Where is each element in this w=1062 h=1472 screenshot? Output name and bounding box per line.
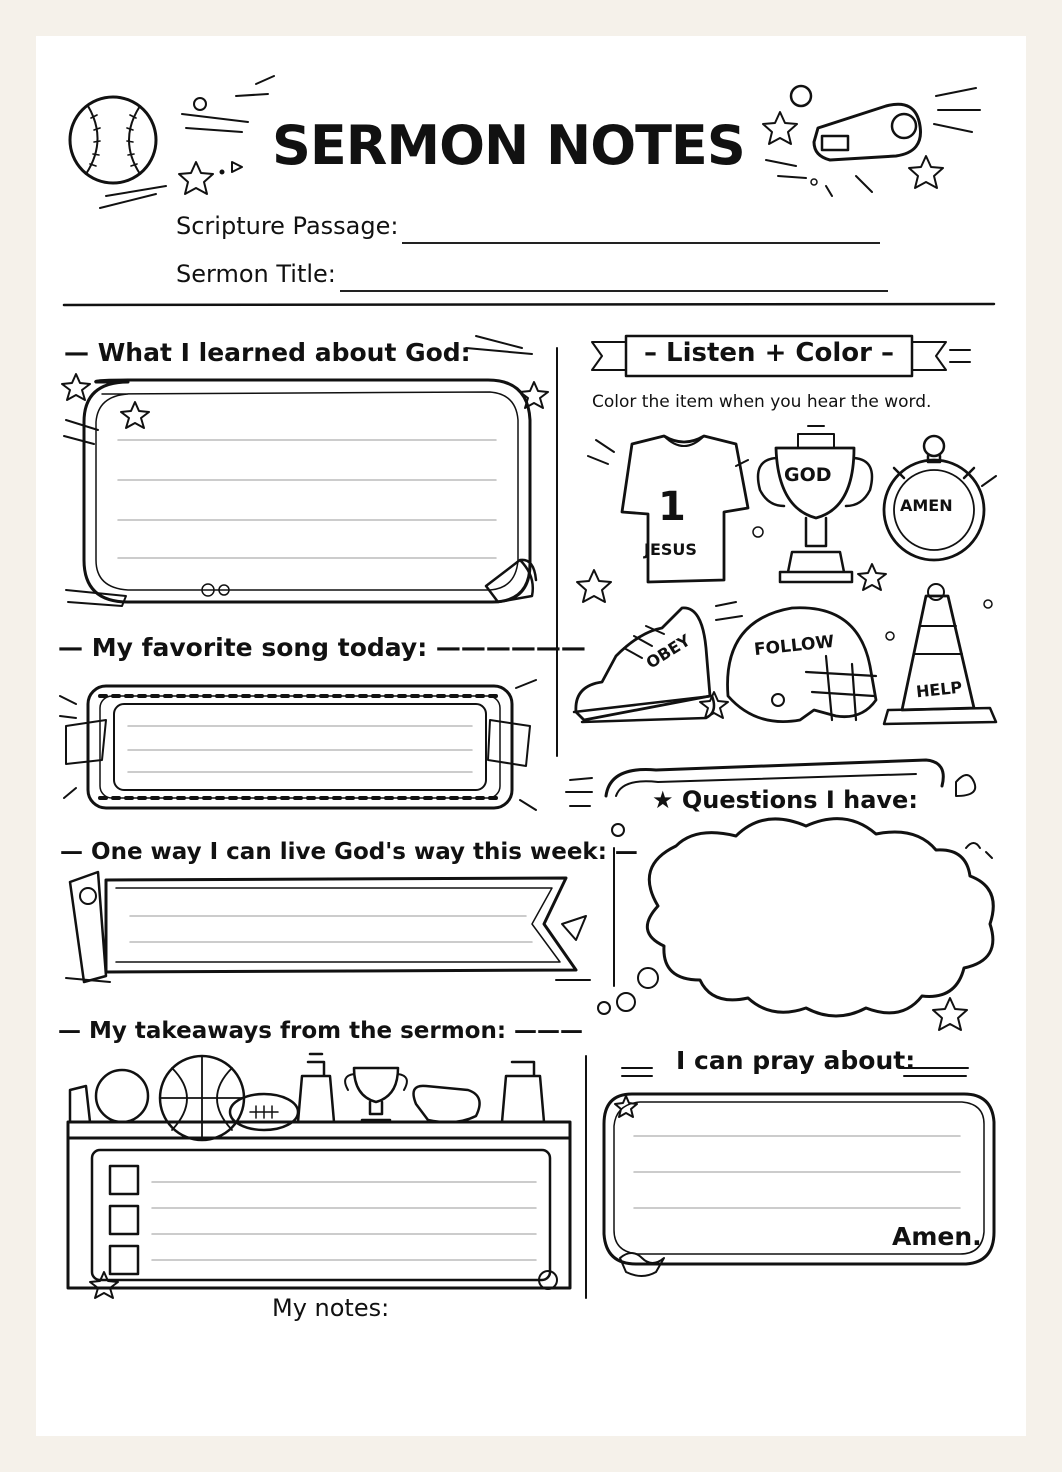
sermon-title-label: Sermon Title:	[176, 260, 336, 288]
word-follow[interactable]: FOLLOW	[753, 631, 836, 661]
scripture-passage-field[interactable]	[402, 242, 880, 244]
baseball-icon	[70, 97, 166, 208]
helmet-icon	[728, 608, 876, 722]
whistle-icon	[763, 86, 980, 196]
checkbox-icon	[110, 1246, 138, 1274]
page-title: SERMON NOTES	[272, 114, 745, 177]
trophy-icon	[758, 426, 872, 582]
questions-heading: ★ Questions I have:	[652, 786, 918, 814]
star-icon	[909, 156, 943, 188]
star-icon	[520, 382, 548, 408]
ball-icon	[96, 1070, 148, 1122]
jersey-number: 1	[658, 484, 686, 530]
sermon-title-field[interactable]	[340, 290, 888, 292]
listen-color-heading: – Listen + Color –	[643, 338, 895, 368]
worksheet-page	[36, 36, 1026, 1436]
sneaker-icon	[574, 608, 714, 722]
water-bottle-icon	[298, 1054, 334, 1122]
checkbox-icon	[110, 1206, 138, 1234]
star-icon	[179, 162, 213, 194]
my-notes-area[interactable]	[66, 1328, 996, 1428]
trophy-icon	[354, 1068, 398, 1120]
song-writing-area[interactable]	[114, 704, 486, 790]
star-icon	[858, 564, 886, 590]
amen-text: Amen.	[892, 1222, 982, 1251]
listen-instruction: Color the item when you hear the word.	[592, 392, 932, 412]
word-amen[interactable]: AMEN	[900, 496, 953, 515]
checkbox-icon	[110, 1166, 138, 1194]
word-help[interactable]: HELP	[915, 677, 964, 702]
takeaways-heading: — My takeaways from the sermon: ———	[58, 1018, 584, 1044]
song-heading: — My favorite song today: ——————	[58, 633, 586, 662]
pray-heading: I can pray about:	[676, 1046, 916, 1075]
star-icon	[763, 112, 797, 144]
cone-icon	[884, 584, 996, 724]
scripture-passage-label: Scripture Passage:	[176, 212, 399, 240]
takeaways-writing-area[interactable]	[148, 1162, 540, 1270]
live-writing-area[interactable]	[116, 888, 536, 962]
learned-heading: — What I learned about God:	[64, 338, 471, 367]
word-god[interactable]: GOD	[784, 464, 832, 486]
word-obey[interactable]: OBEY	[642, 630, 694, 673]
star-icon	[933, 998, 967, 1030]
word-jesus[interactable]: JESUS	[644, 540, 697, 559]
questions-writing-area[interactable]	[676, 852, 966, 992]
my-notes-label: My notes:	[272, 1294, 390, 1322]
learned-writing-area[interactable]	[84, 386, 524, 596]
live-heading: — One way I can live God's way this week: —	[60, 839, 638, 865]
pray-writing-area[interactable]	[634, 1112, 964, 1222]
star-icon	[577, 570, 611, 602]
